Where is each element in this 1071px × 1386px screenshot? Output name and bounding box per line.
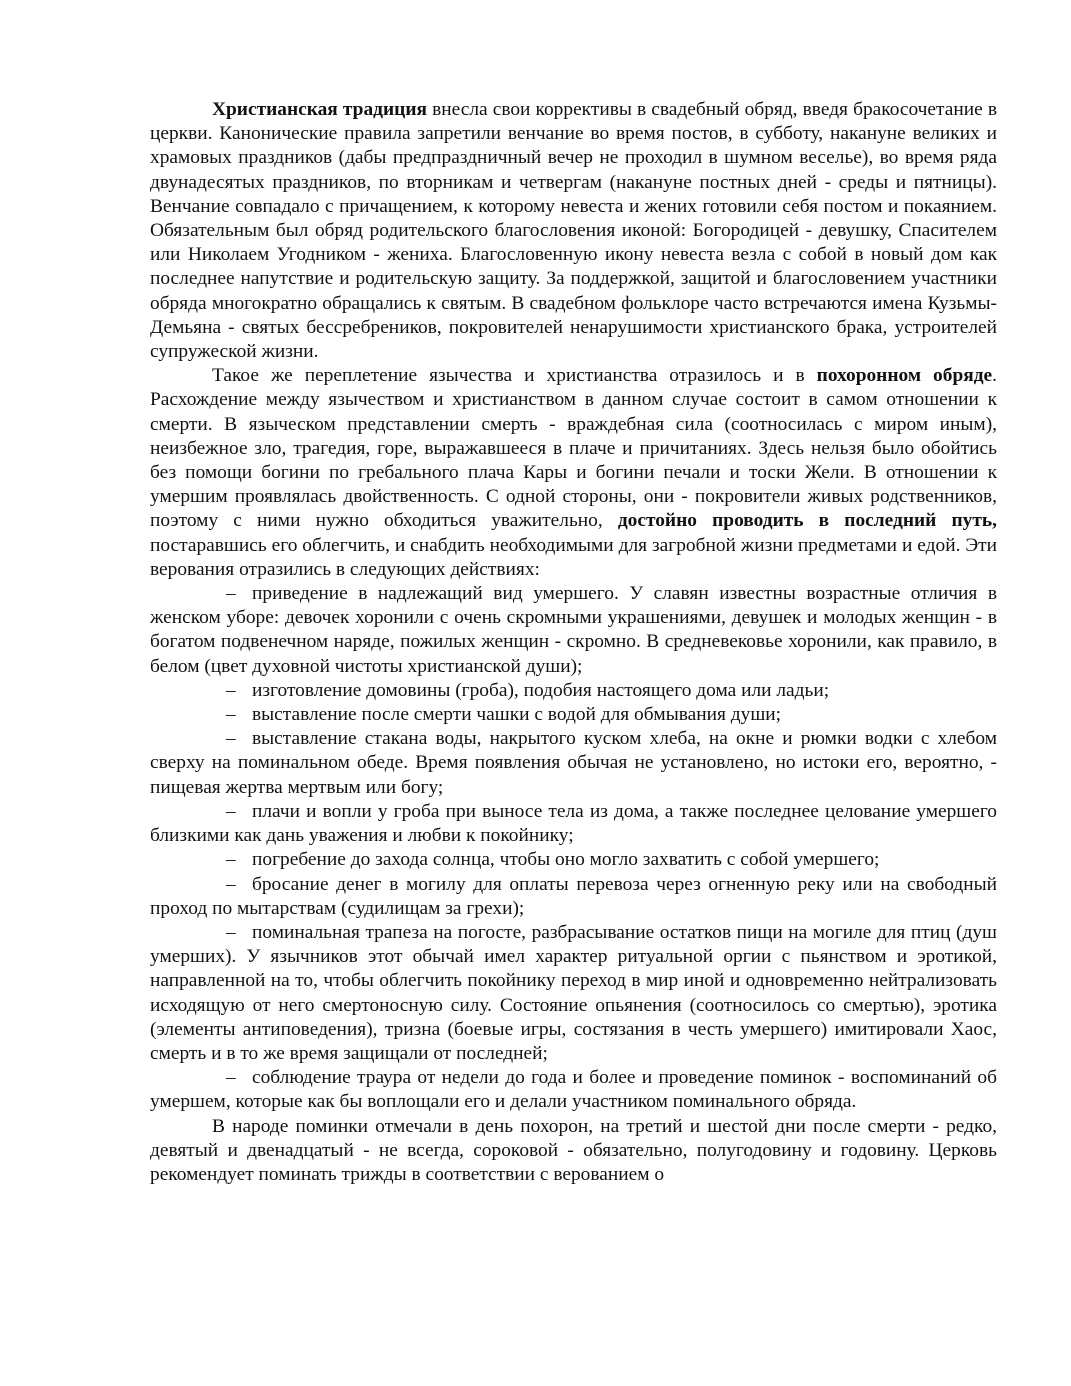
list-item [150, 727, 997, 800]
list-item [150, 921, 997, 1066]
dash-bullet: – [226, 583, 236, 605]
list-item-text: бросание денег в могилу для оплаты перевоза через огненную реку или на свободный проход по мытарствам (судилищам за грехи); [150, 873, 997, 919]
dash-bullet: – [226, 1067, 236, 1089]
list-item-text: погребение до захода солнца, чтобы оно могло захватить с собой умершего; [252, 849, 880, 871]
list-item [150, 679, 997, 703]
paragraph-funeral-rite [150, 364, 997, 582]
dash-bullet: – [226, 873, 236, 895]
list-item-text: приведение в надлежащий вид умершего. У славян известны возрастные отличия в женском уборе: девочек хоронили с очень скромными украшениями, девушек и молодых женщин - в богатом подвенечном наряде, пожилых женщин - скромно. В средневековье хоронили, как правило, в белом (цвет духовной чистоты христианской души); [150, 583, 997, 677]
list-item-text: изготовление домовины (гроба), подобия настоящего дома или ладьи; [252, 679, 830, 701]
dash-bullet: – [226, 728, 236, 750]
bold-term-funeral-rite: похоронном обряде [816, 365, 993, 387]
dash-bullet: – [226, 849, 236, 871]
paragraph-text: . Расхождение между язычеством и христианством в данном случае состоит в самом отношении к смерти. В языческом представлении смерть - враждебная сила (соотносилась с миром иным), неизбежное зло, трагедия, горе, выражавшееся в плаче и причитаниях. Здесь нельзя было обойтись без помощи богини по гребального плача Кары и богини печали и тоски Жели. В отношении к умершим проявлялась двойственность. С одной стороны, они - покровители живых родственников, поэтому с ними нужно обходиться уважительно, [150, 365, 997, 532]
dash-bullet: – [226, 679, 236, 701]
paragraph-text: постаравшись его облегчить, и снабдить необходимыми для загробной жизни предметами и едой. Эти верования отразились в следующих действиях: [150, 534, 997, 580]
bold-term-last-journey: достойно проводить в последний путь, [617, 510, 997, 532]
paragraph-commemoration: В народе поминки отмечали в день похорон, на третий и шестой дни после смерти - редко, девятый и двенадцатый - не всегда, сороковой - обязательно, полугодовину и годовину. Церковь рекомендует поминать трижды в соответствии с верованием о [150, 1115, 997, 1185]
paragraph-text: Такое же переплетение язычества и христианства отразилось и в [212, 365, 817, 387]
document-page [150, 98, 997, 1187]
list-item-text: плачи и вопли у гроба при выносе тела из дома, а также последнее целование умершего близкими как дань уважения и любви к покойнику; [150, 800, 997, 847]
dash-bullet: – [226, 921, 236, 943]
list-item-text: соблюдение траура от недели до года и более и проведение поминок - воспоминаний об умершем, которые как бы воплощали его и делали участником поминального обряда. [150, 1067, 997, 1113]
paragraph-text: внесла свои коррективы в свадебный обряд, введя бракосочетание в церкви. Канонические правила запретили венчание во время постов, в субботу, накануне великих и храмовых праздников (дабы предпраздничный вечер не проходил в шумном веселье), во время ряда двунадесятых праздников, по вторникам и четвергам (накануне постных дней - среды и пятницы). Венчание совпадало с причащением, к которому невеста и жених готовили себя постом и покаянием. Обязательным был обряд родительского благословения иконой: Богородицей - девушку, Спасителем или Николаем Угодником - жениха. Благословенную икону невеста везла с собой в новый дом как последнее напутствие и родительскую защиту. За поддержкой, защитой и благословением участники обряда многократно обращались к святым. В свадебном фольклоре часто встречаются имена Кузьмы-Демьяна - святых бессребреников, покровителей ненарушимости христианского брака, устроителей супружеской жизни. [150, 99, 997, 363]
list-item [150, 848, 997, 872]
list-item-text: выставление стакана воды, накрытого куском хлеба, на окне и рюмки водки с хлебом сверху на поминальном обеде. Время появления обычая не установлено, но истоки его, вероятно, - пищевая жертва мертвым или богу; [150, 728, 997, 798]
dash-bullet: – [226, 704, 236, 726]
list-item [150, 582, 997, 679]
list-item-text: поминальная трапеза на погосте, разбрасывание остатков пищи на могиле для птиц (душ умерших). У язычников этот обычай имел характер ритуальной оргии с пьянством и эротикой, направленной на то, чтобы облегчить покойнику переход в мир иной и одновременно нейтрализовать исходящую от него смертоносную силу. Состояние опьянения (соотносилось со смертью), эротика (элементы антиповедения), тризна (боевые игры, состязания в честь умершего) имитировали Хаос, смерть и в то же время защищали от последней; [150, 921, 997, 1064]
list-item [150, 873, 997, 921]
dash-bullet: – [226, 800, 236, 822]
list-item-text: выставление после смерти чашки с водой для обмывания души; [252, 704, 782, 726]
bold-term-christian-tradition: Христианская традиция [212, 99, 427, 120]
list-item [150, 703, 997, 727]
list-item [150, 1066, 997, 1114]
paragraph-christian-tradition [150, 98, 997, 364]
list-item [150, 800, 997, 848]
